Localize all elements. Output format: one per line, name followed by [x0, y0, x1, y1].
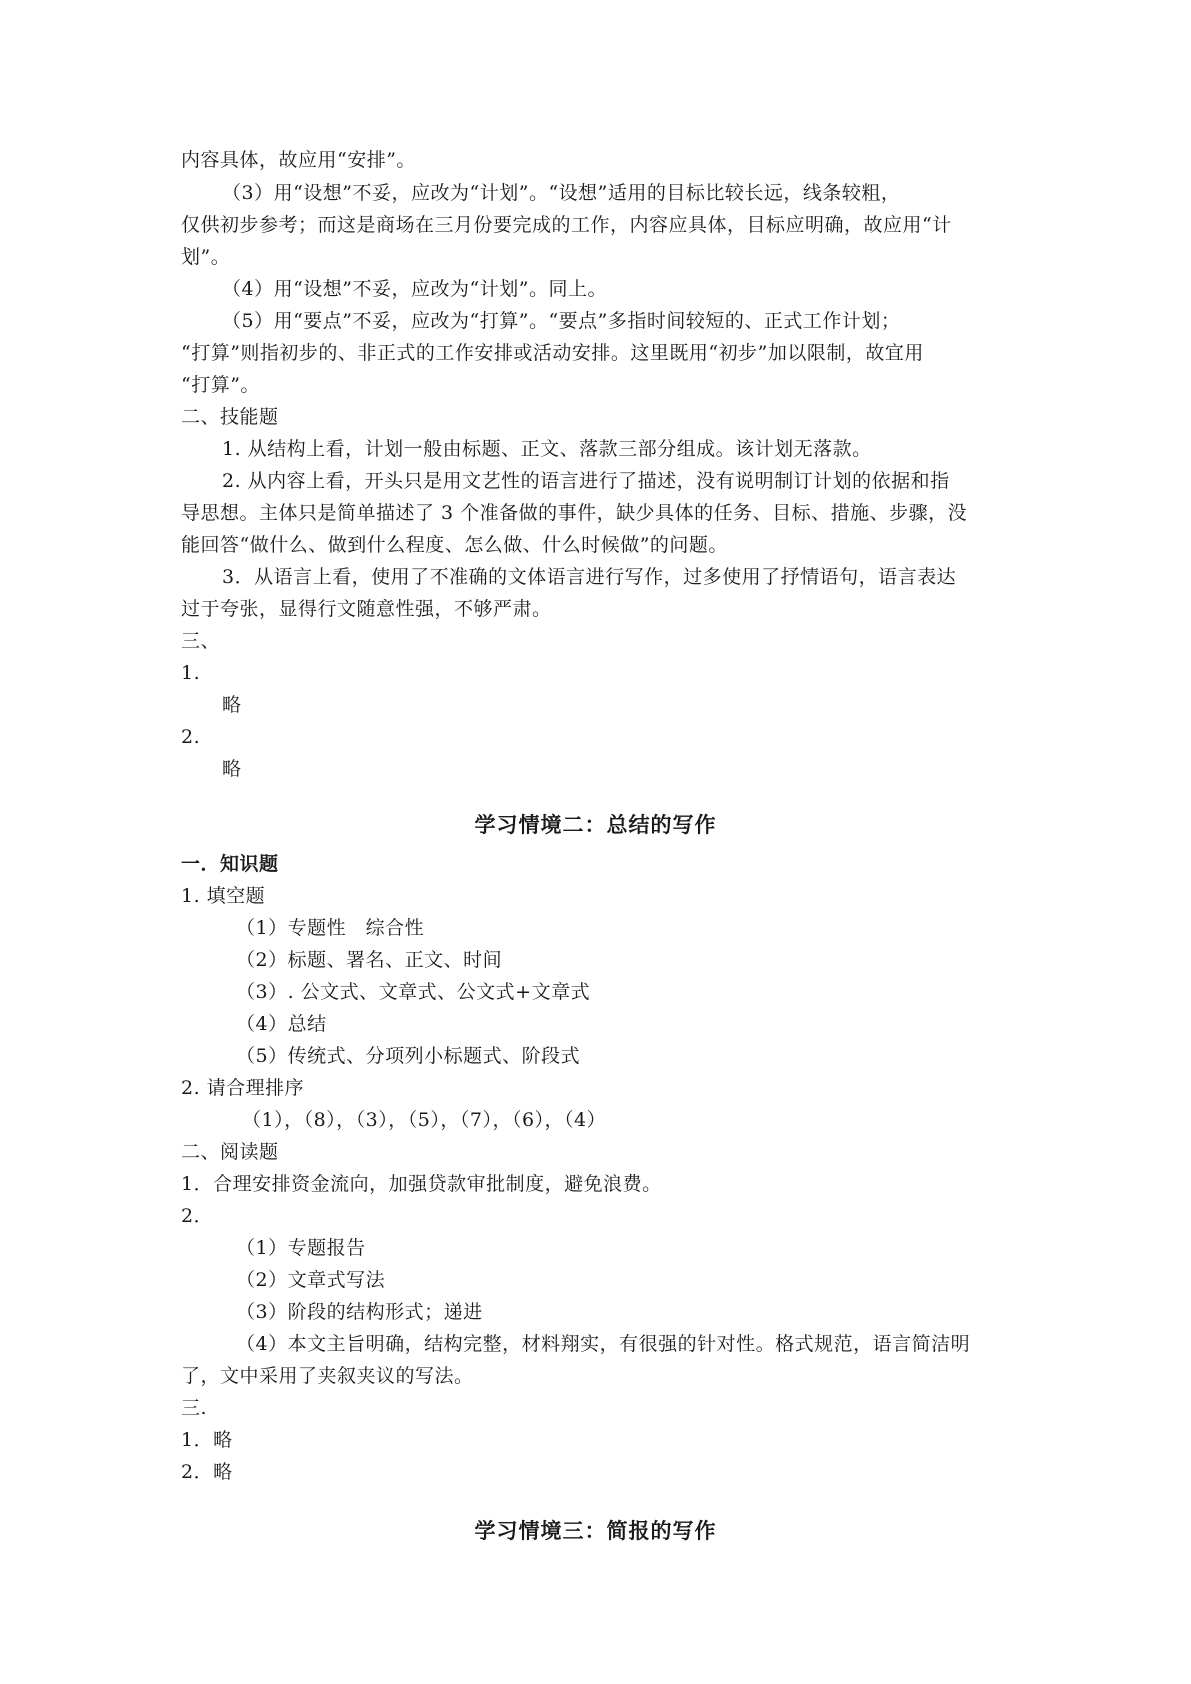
list-item: （3）阶段的结构形式；递进 — [236, 1301, 483, 1323]
text-line: 仅供初步参考；而这是商场在三月份要完成的工作，内容应具体，目标应明确，故应用“计 — [181, 214, 952, 236]
text-line: 划”。 — [181, 246, 231, 268]
text-line: 导思想。主体只是简单描述了 3 个准备做的事件，缺少具体的任务、目标、措施、步骤，没 — [181, 502, 968, 524]
text-line: （4）用“设想”不妥，应改为“计划”。同上。 — [222, 278, 607, 300]
list-item: 略 — [222, 694, 242, 716]
list-item: 略 — [222, 758, 242, 780]
section-heading: 三、 — [181, 630, 221, 652]
text-line: （5）用“要点”不妥，应改为“打算”。“要点”多指时间较短的、正式工作计划； — [222, 310, 901, 332]
section-heading: 二、阅读题 — [181, 1141, 279, 1163]
list-number: 2. — [181, 726, 201, 748]
list-item: （2）文章式写法 — [236, 1269, 386, 1291]
text-line: 3．从语言上看，使用了不准确的文体语言进行写作，过多使用了抒情语句，语言表达 — [222, 566, 957, 588]
text-line: 1．合理安排资金流向，加强贷款审批制度，避免浪费。 — [181, 1173, 662, 1195]
list-number: 2． — [181, 1205, 214, 1227]
text-line: 1. 从结构上看，计划一般由标题、正文、落款三部分组成。该计划无落款。 — [222, 438, 872, 460]
list-item: （5）传统式、分项列小标题式、阶段式 — [236, 1045, 581, 1067]
list-item: 1．略 — [181, 1429, 233, 1451]
list-item: （1）专题性 综合性 — [236, 917, 425, 939]
text-line: “打算”。 — [181, 374, 260, 396]
subsection-heading: 1. 填空题 — [181, 885, 266, 907]
list-item: （1）专题报告 — [236, 1237, 366, 1259]
section-heading: 三. — [181, 1397, 208, 1419]
list-number: 1. — [181, 662, 201, 684]
list-item: （3）. 公文式、文章式、公文式+文章式 — [236, 981, 591, 1003]
text-line: （3）用“设想”不妥，应改为“计划”。“设想”适用的目标比较长远，线条较粗， — [222, 182, 901, 204]
list-item: （1），（8），（3），（5），（7），（6），（4） — [242, 1109, 607, 1131]
chapter-title: 学习情境三：简报的写作 — [474, 1518, 717, 1543]
text-line: “打算”则指初步的、非正式的工作安排或活动安排。这里既用“初步”加以限制，故宜用 — [181, 342, 924, 364]
list-item: （4）本文主旨明确，结构完整，材料翔实，有很强的针对性。格式规范，语言简洁明 — [236, 1333, 971, 1355]
text-line: 2. 从内容上看，开头只是用文艺性的语言进行了描述，没有说明制订计划的依据和指 — [222, 470, 950, 492]
list-item: （4）总结 — [236, 1013, 327, 1035]
section-heading: 一．知识题 — [181, 853, 279, 875]
section-heading: 二、技能题 — [181, 406, 279, 428]
text-line: 内容具体，故应用“安排”。 — [181, 149, 416, 171]
text-line: 过于夸张，显得行文随意性强，不够严肃。 — [181, 598, 552, 620]
text-line: 了，文中采用了夹叙夹议的写法。 — [181, 1365, 474, 1387]
text-line: 能回答“做什么、做到什么程度、怎么做、什么时候做”的问题。 — [181, 534, 728, 556]
chapter-title: 学习情境二：总结的写作 — [474, 812, 717, 837]
list-item: 2．略 — [181, 1461, 233, 1483]
subsection-heading: 2. 请合理排序 — [181, 1077, 305, 1099]
list-item: （2）标题、署名、正文、时间 — [236, 949, 503, 971]
